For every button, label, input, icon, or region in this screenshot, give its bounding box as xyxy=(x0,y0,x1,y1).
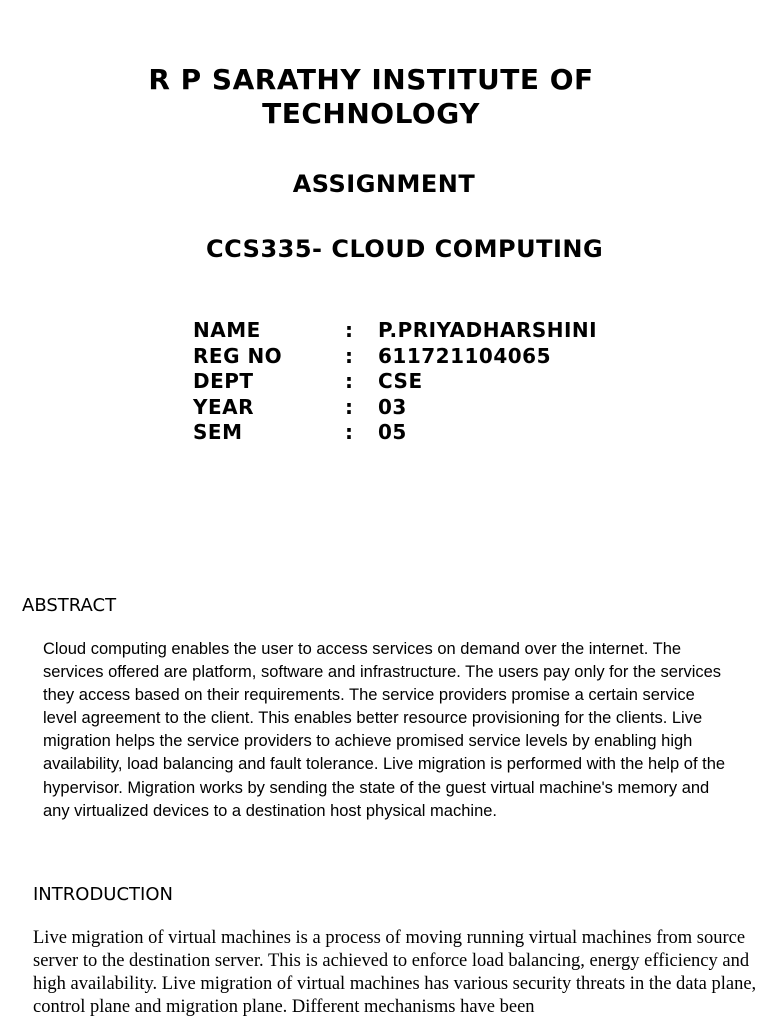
detail-row-year xyxy=(193,395,597,421)
detail-separator: : xyxy=(345,318,354,342)
detail-separator: : xyxy=(345,394,354,419)
abstract-paragraph: Cloud computing enables the user to access services on demand over the internet. The services offered are platform, software and infrastructure. The users pay only for the services they access based on their requirements. The service providers promise a certain service level agreement to the client. This enables better resource provisioning for the clients. Live migration helps the service providers to achieve promised service levels by enabling high availability, load balancing and fault tolerance. Live migration is performed with the help of the hypervisor. Migration works by sending the state of the guest virtual machine's memory and any virtualized devices to a destination host physical machine. xyxy=(43,640,726,820)
detail-label: YEAR xyxy=(193,394,255,419)
detail-separator: : xyxy=(345,420,354,444)
detail-value: P.PRIYADHARSHINI xyxy=(378,318,598,342)
assignment-title: ASSIGNMENT xyxy=(292,170,476,198)
detail-label: NAME xyxy=(193,318,261,342)
detail-value: CSE xyxy=(378,369,423,393)
student-details xyxy=(193,318,597,446)
detail-value: 611721104065 xyxy=(378,343,551,368)
detail-label: REG NO xyxy=(193,343,283,368)
detail-row-sem xyxy=(193,420,597,446)
detail-value: 05 xyxy=(378,420,407,444)
abstract-heading: ABSTRACT xyxy=(22,595,117,616)
detail-label: SEM xyxy=(193,420,243,444)
course-title: CCS335- CLOUD COMPUTING xyxy=(206,235,604,263)
detail-row-dept xyxy=(193,369,597,395)
detail-label: DEPT xyxy=(193,369,254,393)
detail-separator: : xyxy=(345,369,354,393)
detail-value: 03 xyxy=(378,394,407,419)
detail-row-reg-no xyxy=(193,344,597,370)
introduction-heading: INTRODUCTION xyxy=(33,884,173,905)
detail-separator: : xyxy=(345,343,354,368)
institution-title: R P SARATHY INSTITUTE OF TECHNOLOGY xyxy=(148,63,594,130)
introduction-paragraph: Live migration of virtual machines is a process of moving running virtual machines from source server to the destination server. This is achieved to enforce load balancing, energy efficiency and high availability. Live migration of virtual machines has various security threats in the data plane, control plane and migration plane. Different mechanisms have been xyxy=(33,928,757,1017)
detail-row-name xyxy=(193,318,597,344)
